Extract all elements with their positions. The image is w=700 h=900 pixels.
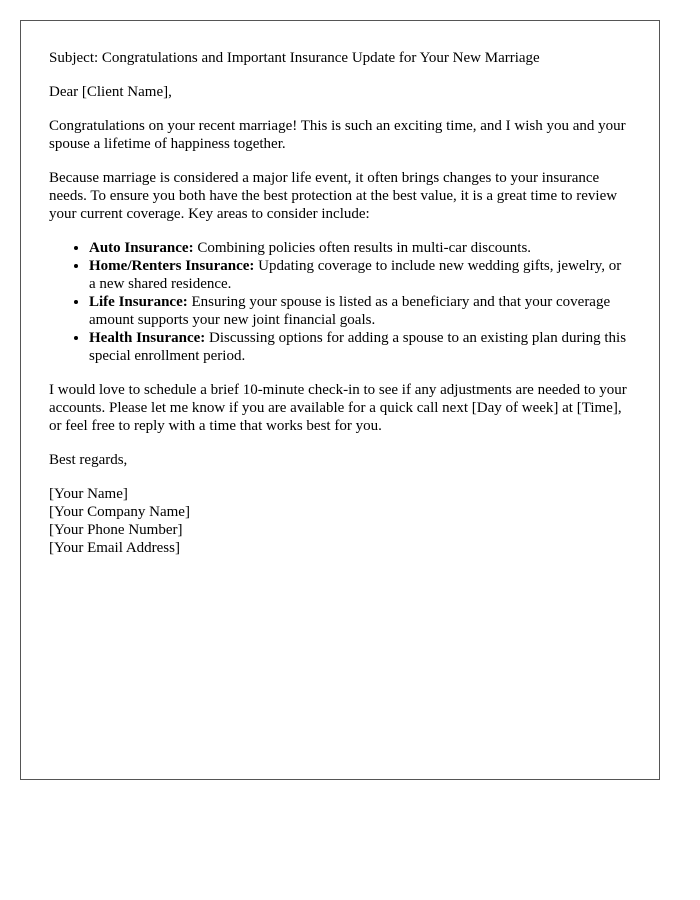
letter-page [20, 20, 660, 780]
salutation: Dear [Client Name], [49, 84, 172, 100]
list-item-text: Updating coverage to include new wedding gifts, jewelry, or a new shared residence. [89, 258, 622, 292]
coverage-review-paragraph: Because marriage is considered a major life event, it often brings changes to your insurance needs. To ensure you both have the best protection at the best value, it is a great time to review your current coverage. Key areas to consider include: [49, 170, 618, 222]
list-item-life-insurance [89, 293, 631, 329]
list-item-auto-insurance [89, 239, 631, 257]
insurance-areas-list [49, 239, 631, 365]
list-item-title: Health Insurance: [89, 330, 206, 346]
subject-line: Subject: Congratulations and Important Insurance Update for Your New Marriage [49, 50, 540, 66]
list-item-text: Ensuring your spouse is listed as a beneficiary and that your coverage amount supports your new joint financial goals. [89, 294, 611, 328]
closing-paragraph: I would love to schedule a brief 10-minute check-in to see if any adjustments are needed to your accounts. Please let me know if you are available for a quick call next [Day of week] at [Time], or feel free to reply with a time that works best for you. [49, 382, 627, 434]
congratulations-paragraph: Congratulations on your recent marriage! This is such an exciting time, and I wish you and your spouse a lifetime of happiness together. [49, 118, 626, 152]
list-item-text: Combining policies often results in multi-car discounts. [193, 240, 532, 256]
list-item-home-renters-insurance [89, 257, 631, 293]
list-item-title: Life Insurance: [89, 294, 188, 310]
list-item-text: Discussing options for adding a spouse to an existing plan during this special enrollment period. [89, 330, 627, 364]
list-item-health-insurance [89, 329, 631, 365]
signature-phone: [Your Phone Number] [49, 522, 183, 538]
list-item-title: Auto Insurance: [89, 240, 194, 256]
signature-company: [Your Company Name] [49, 504, 190, 520]
signature-block [49, 485, 631, 557]
list-item-title: Home/Renters Insurance: [89, 258, 255, 274]
signature-email: [Your Email Address] [49, 540, 180, 556]
signature-name: [Your Name] [49, 486, 128, 502]
sign-off: Best regards, [49, 452, 128, 468]
letter-body [21, 21, 659, 557]
